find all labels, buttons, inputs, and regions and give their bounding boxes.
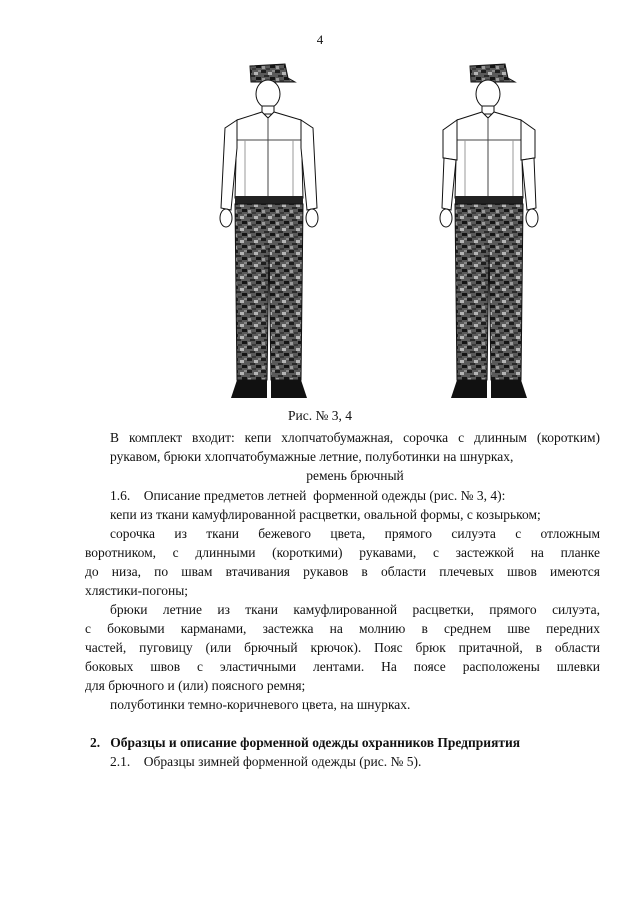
uniform-illustration xyxy=(425,58,555,410)
kit-line-1: В комплект входит: кепи хлопчатобумажная, сорочка с длинным (коротким) xyxy=(110,430,600,445)
trousers-line-1: брюки летние из ткани камуфлированной расцветки, прямого силуэта, xyxy=(110,602,600,617)
trousers-line-4: боковых швов с эластичными лентами. На поясе расположены шлевки xyxy=(85,659,600,674)
figure-caption: Рис. № 3, 4 xyxy=(288,408,352,423)
trousers-line-2: с боковыми карманами, застежка на молнию в среднем шве передних xyxy=(85,621,600,636)
trousers-line-3: частей, пуговицу (или брючный крючок). Пояс брюк притачной, в области xyxy=(85,640,600,655)
section-2-heading: 2. Образцы и описание форменной одежды охранников Предприятия xyxy=(90,735,521,750)
shirt-line-2: воротником, с длинными (короткими) рукавами, с застежкой на планке xyxy=(85,545,600,560)
shoes-description: полуботинки темно-коричневого цвета, на шнурках. xyxy=(110,697,411,712)
trousers-line-5: для брючного и (или) поясного ремня; xyxy=(85,678,306,693)
shirt-line-1: сорочка из ткани бежевого цвета, прямого силуэта с отложным xyxy=(110,526,600,541)
uniform-illustration xyxy=(205,58,335,410)
kit-line-2: рукавом, брюки хлопчатобумажные летние, полуботинки на шнурках, xyxy=(110,449,514,464)
uniform-figure-long-sleeve xyxy=(205,58,335,410)
shirt-line-4: хлястики-погоны; xyxy=(85,583,189,598)
shirt-line-3: до низа, по швам втачивания рукавов в области плечевых швов имеются xyxy=(85,564,600,579)
cap-description: кепи из ткани камуфлированной расцветки, овальной формы, с козырьком; xyxy=(110,507,541,522)
page-number: 4 xyxy=(316,32,324,47)
section-2-1-item: 2.1. Образцы зимней форменной одежды (рис. № 5). xyxy=(110,754,422,769)
uniform-figure-short-sleeve xyxy=(425,58,555,410)
section-1-6-heading: 1.6. Описание предметов летней форменной одежды (рис. № 3, 4): xyxy=(110,488,506,503)
kit-line-3: ремень брючный xyxy=(306,468,404,483)
